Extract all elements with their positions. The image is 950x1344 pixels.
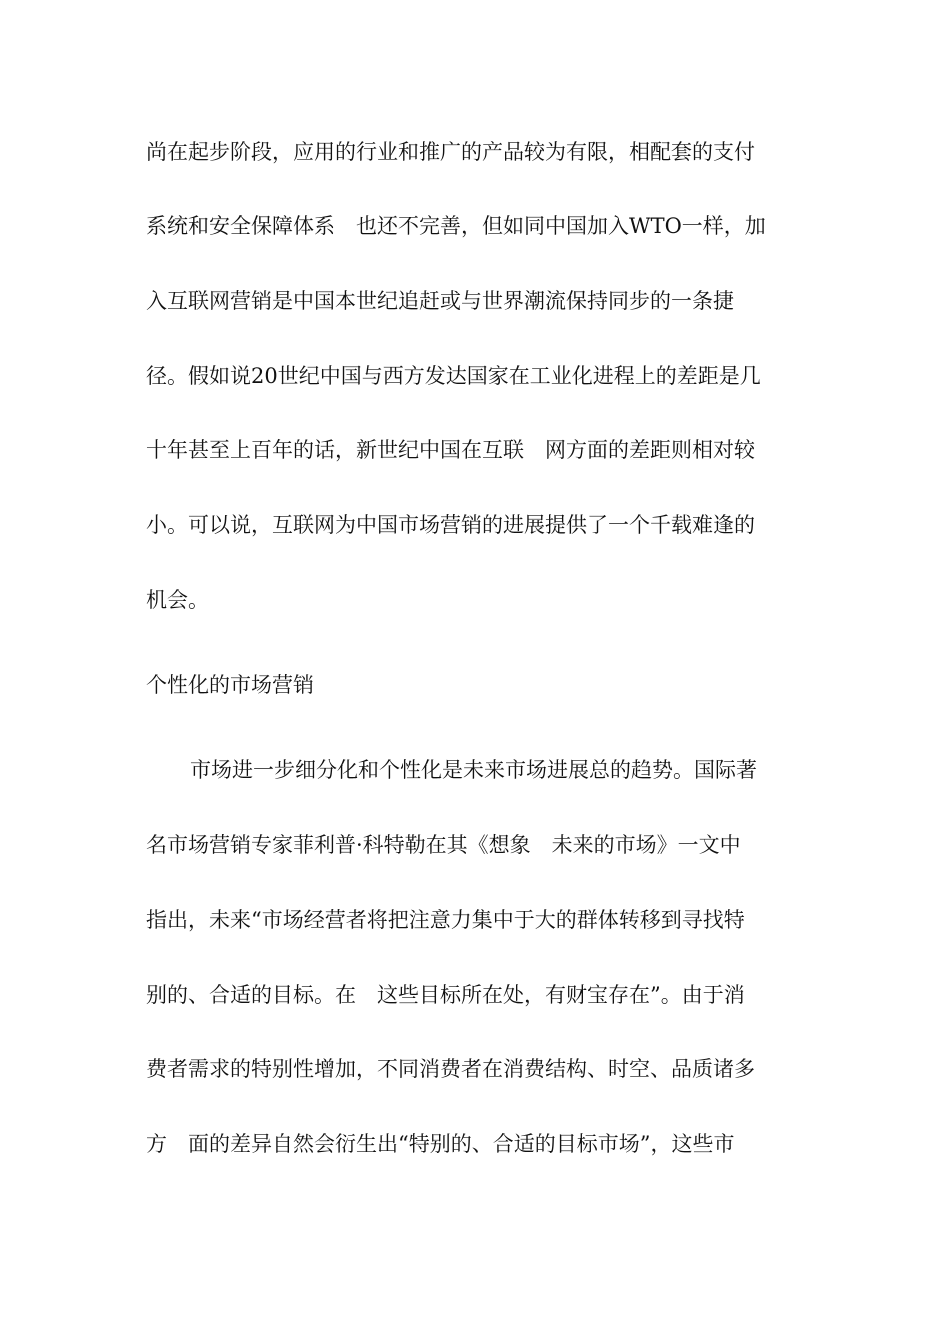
paragraph-line: 机会。 — [146, 588, 209, 612]
paragraph-line: 别的、合适的目标。在 这些目标所在处，有财宝存在”。由于消 — [146, 983, 745, 1007]
paragraph-line: 方 面的差异自然会衍生出“特别的、合适的目标市场”，这些市 — [146, 1132, 735, 1156]
paragraph-line: 指出，未来“市场经营者将把注意力集中于大的群体转移到寻找特 — [146, 908, 745, 932]
paragraph-line: 径。假如说20世纪中国与西方发达国家在工业化进程上的差距是几 — [146, 364, 761, 388]
paragraph-line: 小。可以说，互联网为中国市场营销的进展提供了一个千载难逢的 — [146, 513, 755, 537]
paragraph-line: 尚在起步阶段，应用的行业和推广的产品较为有限，相配套的支付 — [146, 140, 755, 164]
paragraph-line: 入互联网营销是中国本世纪追赶或与世界潮流保持同步的一条捷 — [146, 289, 734, 313]
paragraph-line: 市场进一步细分化和个性化是未来市场进展总的趋势。国际著 — [190, 758, 757, 782]
paragraph-line: 系统和安全保障体系 也还不完善，但如同中国加入WTO一样，加 — [146, 214, 766, 238]
section-heading: 个性化的市场营销 — [146, 673, 314, 697]
paragraph-line: 十年甚至上百年的话，新世纪中国在互联 网方面的差距则相对较 — [146, 438, 755, 462]
paragraph-line: 名市场营销专家菲利普·科特勒在其《想象 未来的市场》一文中 — [146, 833, 741, 857]
paragraph-line: 费者需求的特别性增加，不同消费者在消费结构、时空、品质诸多 — [146, 1057, 755, 1081]
